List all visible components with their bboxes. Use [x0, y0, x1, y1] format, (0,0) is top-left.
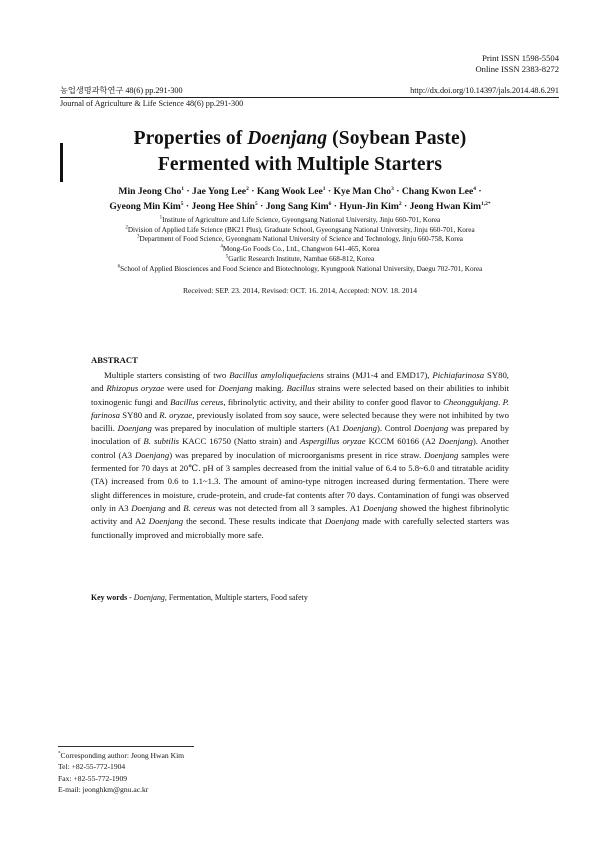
abstract-italic-term: Pichiafarinosa — [432, 370, 485, 380]
author-affil-mark: 1 — [181, 185, 185, 192]
author-name: Jae Yong Lee — [192, 186, 247, 197]
affiliation-text: Division of Applied Life Science (BK21 Plus), Graduate School, Gyeongsang National University, Jinju 660-701, Korea — [127, 225, 475, 234]
affiliation-line — [60, 245, 540, 255]
keyword-first: Doenjang — [133, 593, 165, 602]
abstract-text: and — [165, 502, 184, 513]
author-name: Jong Sang Kim — [265, 201, 329, 212]
author-separator: · — [325, 186, 334, 197]
author-name: Jeong Hee Shin — [191, 201, 255, 212]
received-dates: Received: SEP. 23. 2014, Revised: OCT. 16. 2014, Accepted: NOV. 18. 2014 — [182, 286, 418, 295]
author-name: Gyeong Min Kim — [109, 201, 181, 212]
affiliation-line — [60, 235, 540, 245]
affiliation-line — [60, 226, 540, 236]
author-name: Chang Kwon Lee — [401, 186, 474, 197]
abstract-text: was prepared by inoculation of multiple starters (A1 — [151, 423, 343, 434]
abstract-text: showed the highest fibrinolytic activity and A2 — [91, 502, 510, 527]
abstract-italic-term: Doenjang — [324, 516, 360, 527]
abstract-italic-term: B. subtilis — [143, 436, 180, 447]
abstract-italic-term: Doenjang — [131, 502, 166, 513]
email-link[interactable]: E-mail: jeonghkm@gnu.ac.kr — [58, 784, 149, 794]
affiliation-mark: 3 — [137, 235, 140, 241]
affiliation-mark: 2 — [125, 225, 128, 231]
author-separator: · — [248, 186, 257, 197]
abstract-text: SY80 and — [119, 409, 160, 420]
affiliations — [0, 216, 600, 274]
abstract-italic-term: Bacillus amyloliquefaciens — [229, 370, 324, 380]
keywords-label: Key words — [91, 593, 128, 602]
journal-english: Journal of Agriculture & Life Science 48(6) pp.291-300 — [60, 99, 244, 108]
author-name: Jeong Hwan Kim — [409, 201, 482, 212]
abstract-text: SY80, and — [91, 370, 509, 394]
abstract-italic-term: Doenjang — [117, 423, 152, 434]
abstract-body — [91, 369, 509, 542]
abstract-italic-term: Doenjang — [134, 449, 170, 460]
abstract-text: strains (MJ1-4 and EMD17), — [323, 370, 433, 380]
abstract-text: KACC 16750 (Natto strain) and — [179, 436, 301, 447]
abstract-italic-term: P. farinosa — [91, 396, 510, 420]
title-italic: Doenjang — [247, 128, 328, 149]
abstract-text: samples were fermented for 70 days at 20℃. pH of 3 samples decreased from the initial value of 6.4 to 5.8~6.0 and titratable acidity (TA) increased from 0.6 to 1.1~1.3. The amount of amino-type nitrogen increased during fermentation. There were slight differences in moisture, crude-protein, and crude-fat contents after 70 days. Contamination of fungi was observed only in A3 — [91, 449, 510, 513]
abstract-text: , previously isolated from soy sauce, were selected because they were not inhibited by two bacilli. — [91, 409, 509, 434]
author-affil-mark: 1,2* — [481, 200, 491, 207]
abstract-text: strains were selected based on their abilities to inhibit toxinogenic fungi and — [91, 383, 510, 407]
title-pre: Properties of — [133, 128, 248, 149]
author-name: Kye Man Cho — [333, 186, 392, 197]
abstract-text: made with carefully selected starters was functionally improved and microbially more safe. — [91, 516, 509, 540]
affiliation-mark: 4 — [220, 244, 223, 250]
abstract-italic-term: Doenjang — [424, 449, 459, 460]
abstract-italic-term: Rhizopus oryzae — [106, 383, 165, 394]
abstract-italic-term: Bacillus — [286, 383, 315, 394]
author-separator: · — [476, 186, 482, 197]
abstract-heading: ABSTRACT — [91, 355, 138, 365]
author-affil-mark: 2 — [398, 200, 402, 207]
affiliation-line — [60, 216, 540, 226]
affiliation-text: Garlic Research Institute, Namhae 668-812, Korea — [228, 254, 375, 263]
keywords — [91, 593, 308, 602]
author-separator: · — [183, 201, 192, 212]
author-affil-mark: 3 — [391, 185, 394, 192]
footnote — [58, 750, 184, 795]
affiliation-mark: 5 — [225, 254, 229, 260]
affiliation-line — [60, 255, 540, 265]
author-separator: · — [393, 186, 402, 197]
footnote-rule — [58, 746, 194, 747]
doi-link[interactable]: http://dx.doi.org/10.14397/jals.2014.48.6.291 — [410, 86, 559, 95]
author-affil-mark: 1 — [322, 185, 326, 192]
author-separator: · — [257, 201, 266, 212]
abstract-text: ) was prepared by inoculation of microorganisms present in rice straw. — [169, 449, 425, 460]
author-affil-mark: 4 — [473, 185, 476, 192]
abstract-text: the second. These results indicate that — [183, 516, 325, 527]
affiliation-text: Institute of Agriculture and Life Science, Gyeongsang National University, Jinju 660-701, Korea — [162, 216, 441, 224]
affiliation-mark: 6 — [117, 264, 121, 270]
author-name: Min Jeong Cho — [118, 186, 182, 197]
online-issn: Online ISSN 2383-8272 — [475, 63, 559, 74]
abstract-italic-term: Doenjang — [342, 423, 377, 434]
keywords-dash: - — [127, 593, 134, 602]
corresponding-author — [58, 750, 184, 761]
footnote-mark: * — [58, 751, 61, 757]
author-name: Hyun-Jin Kim — [339, 201, 399, 212]
abstract-text: was prepared by inoculation of — [91, 423, 509, 447]
header-rule — [60, 97, 559, 98]
affiliation-line — [60, 265, 540, 275]
affiliation-text: School of Applied Biosciences and Food Science and Biotechnology, Kyungpook National University, Daegu 702-701, Korea — [120, 264, 483, 273]
author-affil-mark: 5 — [254, 200, 258, 207]
abstract-text: were used for — [164, 383, 219, 394]
title-line-1 — [60, 126, 540, 152]
title-post: (Soybean Paste) — [327, 128, 467, 149]
affiliation-text: Mong-Go Foods Co., Ltd., Changwon 641-465, Korea — [222, 245, 380, 254]
affiliation-mark: 1 — [159, 215, 163, 221]
abstract-italic-term: Doenjang — [218, 383, 253, 394]
journal-korean: 농업생명과학연구 48(6) pp.291-300 — [60, 86, 183, 95]
abstract-italic-term: Cheonggukjang — [443, 396, 499, 407]
abstract-italic-term: Aspergillus oryzae — [300, 436, 366, 447]
abstract-text: ). Control — [376, 423, 414, 434]
abstract-text: making. — [252, 383, 287, 394]
authors-line-2 — [60, 199, 540, 214]
abstract-italic-term: Doenjang — [362, 502, 398, 513]
abstract-italic-term: Doenjang — [414, 423, 449, 434]
abstract-italic-term: Bacillus cereus — [170, 396, 224, 407]
abstract-text: ). Another control (A3 — [91, 436, 509, 460]
affiliation-text: Department of Food Science, Gyeongnam National University of Science and Technology, Jinju 660-758, Korea — [139, 235, 463, 244]
author-affil-mark: 5 — [180, 200, 184, 207]
author-separator: · — [184, 186, 193, 197]
abstract-text: KCCM 60166 (A2 — [365, 436, 439, 447]
abstract-text: was not detected from all 3 samples. A1 — [215, 502, 363, 513]
abstract-italic-term: B. cereus — [183, 502, 216, 513]
author-name: Kang Wook Lee — [256, 186, 323, 197]
keywords-rest: , Fermentation, Multiple starters, Food safety — [164, 593, 308, 602]
abstract-text: Multiple starters consisting of two — [104, 370, 230, 380]
abstract-text: , fibrinolytic activity, and their ability to confer good flavor to — [223, 396, 444, 407]
corresponding-text: Corresponding author: Jeong Hwan Kim — [60, 751, 185, 760]
tel: Tel: +82-55-772-1904 — [58, 762, 126, 772]
abstract-italic-term: Doenjang — [148, 516, 184, 527]
abstract-text: . — [498, 396, 503, 407]
author-affil-mark: 2 — [246, 185, 249, 192]
author-separator: · — [331, 201, 340, 212]
fax: Fax: +82-55-772-1909 — [58, 773, 128, 783]
authors-line-1 — [60, 184, 540, 199]
abstract-italic-term: R. oryzae — [159, 409, 193, 420]
print-issn: Print ISSN 1598-5504 — [482, 53, 559, 63]
title-line-2: Fermented with Multiple Starters — [157, 154, 443, 175]
author-affil-mark: 6 — [328, 200, 332, 207]
paper-title — [60, 126, 540, 178]
abstract-italic-term: Doenjang — [438, 436, 473, 447]
issn-block — [475, 53, 559, 74]
author-separator: · — [401, 201, 410, 212]
